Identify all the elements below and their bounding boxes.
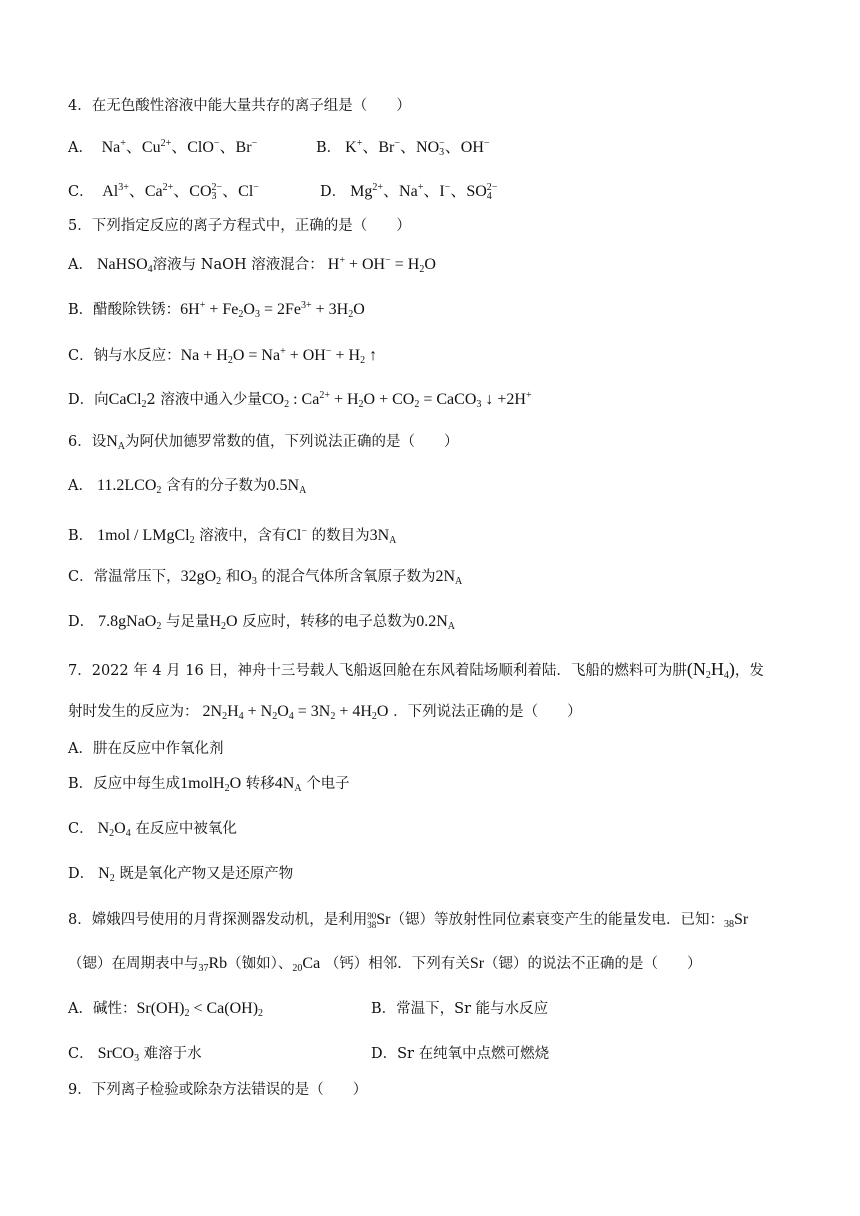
q7-stem-line2: 射时发生的反应为： $2N_2H_4 + N_2O_4 = 3N_2 + 4H_2O$ ．下列说法正确的是（ ）	[68, 703, 582, 722]
q7-option-d: D． $N_2$ 既是氧化产物又是还原产物	[68, 865, 294, 884]
q4-a-label: A．	[68, 140, 93, 156]
q6-option-a: A． $11.2LCO_2$ 含有的分子数为$0.5N_A$	[68, 477, 307, 496]
q4-options-ab	[68, 134, 490, 158]
q7-stem-line1: 7．2022 年 4 月 16 日，神舟十三号载人飞船返回舱在东风着陆场顺利着陆．飞船的燃料可为肼$(N_2H_4)$，发	[68, 659, 764, 681]
q8-options-cd: C． SrCO$_3$ 难溶于水 D．Sr 在纯氧中点燃可燃烧	[68, 1045, 550, 1064]
q5-option-c: C．钠与水反应：$Na + H_2O = Na^+ + OH^- + H_2$ ↑	[68, 346, 378, 366]
q5-option-b: B．醋酸除铁锈：$6H^+ + Fe_2O_3 = 2Fe^{3+} + 3H_2O$	[68, 300, 365, 320]
q8-stem-line2: （锶）在周期表中与$_{37}$Rb（铷如）、$_{20}$Ca （钙）相邻．下列有关Sr（锶）的说法不正确的是（ ）	[68, 955, 702, 974]
q7-option-a: A．肼在反应中作氧化剂	[68, 741, 224, 757]
q4-b-label: B．	[316, 140, 342, 156]
q8-option-d: D．Sr 在纯氧中点燃可燃烧	[371, 1046, 550, 1062]
q8-option-b: B．常温下，Sr 能与水反应	[371, 1001, 549, 1017]
q4-d-option: D． $Mg^{2+}$、Na+、I−、$SO_4^{2-}$	[320, 182, 498, 202]
q8-stem-line1: 8．嫦娥四号使用的月背探测器发动机，是利用90 38Sr（锶）等放射性同位素衰变产生的能量发电．已知：$_{38}$Sr	[68, 911, 749, 930]
q4-stem: 4．在无色酸性溶液中能大量共存的离子组是（ ）	[68, 98, 411, 114]
q5-stem: 5．下列指定反应的离子方程式中，正确的是（ ）	[68, 218, 411, 234]
q4-a-ions: Na+、$Cu^{2+}$、ClO−、Br−	[97, 138, 258, 156]
q9-stem: 9．下列离子检验或除杂方法错误的是（ ）	[68, 1082, 368, 1098]
q5-option-a: A． NaHSO$_4$溶液与 NaOH 溶液混合： $H^+ + OH^- = H_2O$	[68, 255, 436, 275]
q6-option-b: B． 1mol / LMgCl$_2$ 溶液中，含有Cl− 的数目为$3N_A$	[68, 526, 397, 546]
q4-c-label: C．	[68, 184, 94, 200]
q4-c-ions: $Al^{3+}$、$Ca^{2+}$、$CO_3^{2-}$、Cl−	[98, 182, 259, 202]
q4-options-cd	[68, 178, 498, 207]
q7-option-b: B．反应中每生成1molH$_2$O 转移$4N_A$ 个电子	[68, 775, 350, 794]
q4-b-option: B． K+、Br−、$NO_3^-$、OH−	[316, 138, 490, 158]
q8-options-ab: A．碱性：$Sr(OH)_2 < Ca(OH)_2$ B．常温下，Sr 能与水反应	[68, 1000, 549, 1019]
q6-option-c: C．常温常压下，$32gO_2$ 和$O_3$ 的混合气体所含氧原子数为$2N_A$	[68, 568, 463, 587]
q5-option-d: D．向CaCl$_2$2 溶液中通入少量$CO_2$ : $Ca^{2+} + H_2O + CO_2$ = CaCO$_3$ ↓ +2H+	[68, 390, 532, 410]
q4-d-label: D．	[320, 184, 347, 200]
q6-option-d: D． 7.8gNaO$_2$ 与足量$H_2O$ 反应时，转移的电子总数为$0.2N_A$	[68, 613, 455, 632]
q7-option-c: C． $N_2O_4$ 在反应中被氧化	[68, 820, 237, 839]
q6-stem: 6．设$N_A$为阿伏加德罗常数的值，下列说法正确的是（ ）	[68, 433, 459, 452]
